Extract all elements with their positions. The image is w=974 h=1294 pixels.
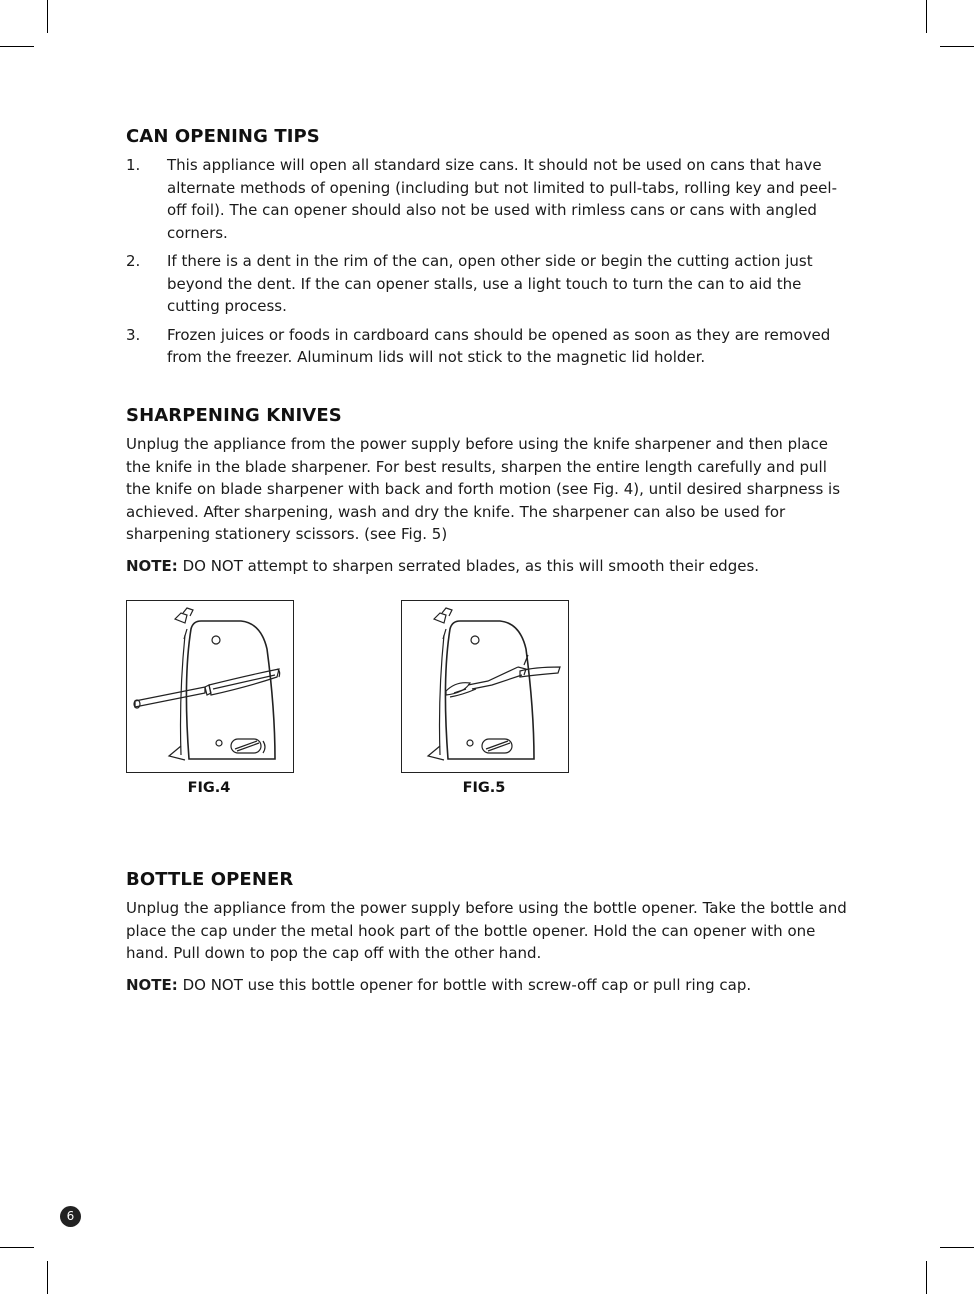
sharpening-body: Unplug the appliance from the power supply before using the knife sharpener and then place the knife in the blade sharpener. For best results, sharpen the entire length carefully and pull the knife on blade sharpener with back and forth motion (see Fig. 4), until desired sharpness is achieved. After sharpening, wash and dry the knife. The sharpener can also be used for sharpening stationery scissors. (see Fig. 5) xyxy=(126,435,841,543)
figure-5-image xyxy=(401,600,569,773)
crop-mark xyxy=(47,1261,48,1294)
crop-mark xyxy=(926,1261,927,1294)
sharpening-note xyxy=(126,555,851,578)
list-number: 2. xyxy=(126,252,141,270)
crop-mark xyxy=(47,0,48,33)
crop-mark xyxy=(940,46,974,47)
bottle-opener-title: BOTTLE OPENER xyxy=(126,869,294,890)
can-opening-title: CAN OPENING TIPS xyxy=(126,126,320,147)
can-opening-section xyxy=(126,126,851,375)
can-opening-list xyxy=(126,154,851,369)
bottle-opener-note xyxy=(126,974,851,997)
note-text: DO NOT attempt to sharpen serrated blades, as this will smooth their edges. xyxy=(177,556,760,575)
note-label: NOTE: xyxy=(126,556,178,575)
bottle-opener-body: Unplug the appliance from the power supply before using the bottle opener. Take the bottle and place the cap under the metal hook part of the bottle opener. Hold the can opener with one hand. Pull down to pop the cap off with the other hand. xyxy=(126,899,847,962)
crop-mark xyxy=(0,46,34,47)
crop-mark xyxy=(0,1247,34,1248)
list-item xyxy=(126,154,851,244)
list-number: 1. xyxy=(126,156,141,174)
can-opener-knife-illustration xyxy=(127,601,293,772)
can-opener-scissors-illustration xyxy=(402,601,568,772)
list-item xyxy=(126,250,851,318)
figure-4-caption: FIG.4 xyxy=(187,780,231,796)
bottle-opener-section xyxy=(126,869,851,996)
crop-mark xyxy=(940,1247,974,1248)
crop-mark xyxy=(926,0,927,33)
list-item xyxy=(126,324,851,369)
figure-5-caption: FIG.5 xyxy=(462,780,506,796)
sharpening-title: SHARPENING KNIVES xyxy=(126,405,342,426)
sharpening-section xyxy=(126,405,851,577)
list-text: This appliance will open all standard size cans. It should not be used on cans that have alternate methods of opening (including but not limited to pull-tabs, rolling key and peel-off foil). The can opener should also not be used with rimless cans or cans with angled corners. xyxy=(167,156,837,242)
list-number: 3. xyxy=(126,325,141,344)
note-text: DO NOT use this bottle opener for bottle with screw-off cap or pull ring cap. xyxy=(177,975,752,994)
list-text: Frozen juices or foods in cardboard cans should be opened as soon as they are removed from the freezer. Aluminum lids will not stick to the magnetic lid holder. xyxy=(167,325,831,366)
note-label: NOTE: xyxy=(126,975,178,994)
figure-4-image xyxy=(126,600,294,773)
page-number: 6 xyxy=(60,1206,81,1227)
list-text: If there is a dent in the rim of the can, open other side or begin the cutting action just beyond the dent. If the can opener stalls, use a light touch to turn the can to aid the cutting process. xyxy=(167,252,813,315)
